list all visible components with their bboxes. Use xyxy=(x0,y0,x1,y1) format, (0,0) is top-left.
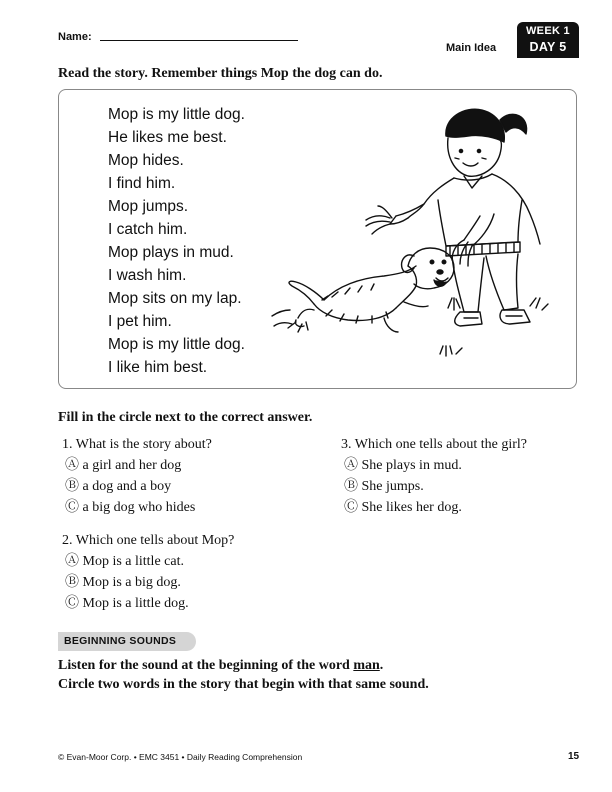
instruction-text: Listen for the sound at the beginning of the word xyxy=(58,658,354,673)
week-label: WEEK 1 xyxy=(526,25,570,37)
copyright-footer: © Evan-Moor Corp. • EMC 3451 • Daily Reading Comprehension xyxy=(58,752,303,762)
question-2 xyxy=(62,530,234,614)
name-write-line[interactable] xyxy=(100,40,298,41)
story-line[interactable]: I like him best. xyxy=(108,359,208,376)
story-line[interactable]: Mop is my little dog. xyxy=(108,336,245,353)
story-line[interactable]: I pet him. xyxy=(108,313,172,330)
story-line[interactable]: I wash him. xyxy=(108,267,187,284)
story-line[interactable]: Mop jumps. xyxy=(108,198,189,215)
answer-option-c[interactable]: Ⓒ She likes her dog. xyxy=(344,500,462,515)
instruction-text: Circle two words in the story that begin with that same sound. xyxy=(58,677,429,692)
question-prompt: 3. Which one tells about the girl? xyxy=(341,437,527,452)
answer-instruction: Fill in the circle next to the correct answer. xyxy=(58,410,313,425)
answer-option-a[interactable]: Ⓐ She plays in mud. xyxy=(344,458,462,473)
day-label: DAY 5 xyxy=(529,40,567,54)
week-day-tab xyxy=(517,22,579,58)
answer-option-a[interactable]: Ⓐ a girl and her dog xyxy=(65,458,182,473)
story-instruction: Read the story. Remember things Mop the dog can do. xyxy=(58,66,383,81)
answer-option-b[interactable]: Ⓑ She jumps. xyxy=(344,479,424,494)
name-label: Name: xyxy=(58,31,92,43)
section-label: BEGINNING SOUNDS xyxy=(64,635,177,647)
question-prompt: 2. Which one tells about Mop? xyxy=(62,533,235,548)
girl-and-dog-illustration xyxy=(268,96,574,366)
story-line[interactable]: I find him. xyxy=(108,175,176,192)
instruction-punctuation: . xyxy=(379,658,384,673)
target-word: man xyxy=(353,658,380,673)
question-prompt: 1. What is the story about? xyxy=(62,437,212,452)
answer-option-c[interactable]: Ⓒ Mop is a little dog. xyxy=(65,596,189,611)
page-number: 15 xyxy=(568,751,580,762)
answer-option-b[interactable]: Ⓑ Mop is a big dog. xyxy=(65,575,181,590)
answer-option-c[interactable]: Ⓒ a big dog who hides xyxy=(65,500,196,515)
answer-option-a[interactable]: Ⓐ Mop is a little cat. xyxy=(65,554,184,569)
question-1 xyxy=(62,434,212,518)
story-line[interactable]: Mop is my little dog. xyxy=(108,106,245,123)
answer-option-b[interactable]: Ⓑ a dog and a boy xyxy=(65,479,172,494)
skill-topic: Main Idea xyxy=(446,42,497,54)
story-line[interactable]: Mop sits on my lap. xyxy=(108,290,242,307)
story-line[interactable]: Mop hides. xyxy=(108,152,184,169)
beginning-sounds-instruction xyxy=(58,656,429,694)
story-line[interactable]: Mop plays in mud. xyxy=(108,244,234,261)
section-label-pill xyxy=(58,632,196,651)
story-line[interactable]: He likes me best. xyxy=(108,129,227,146)
story-text xyxy=(108,103,245,379)
story-line[interactable]: I catch him. xyxy=(108,221,188,238)
question-3 xyxy=(341,434,527,518)
